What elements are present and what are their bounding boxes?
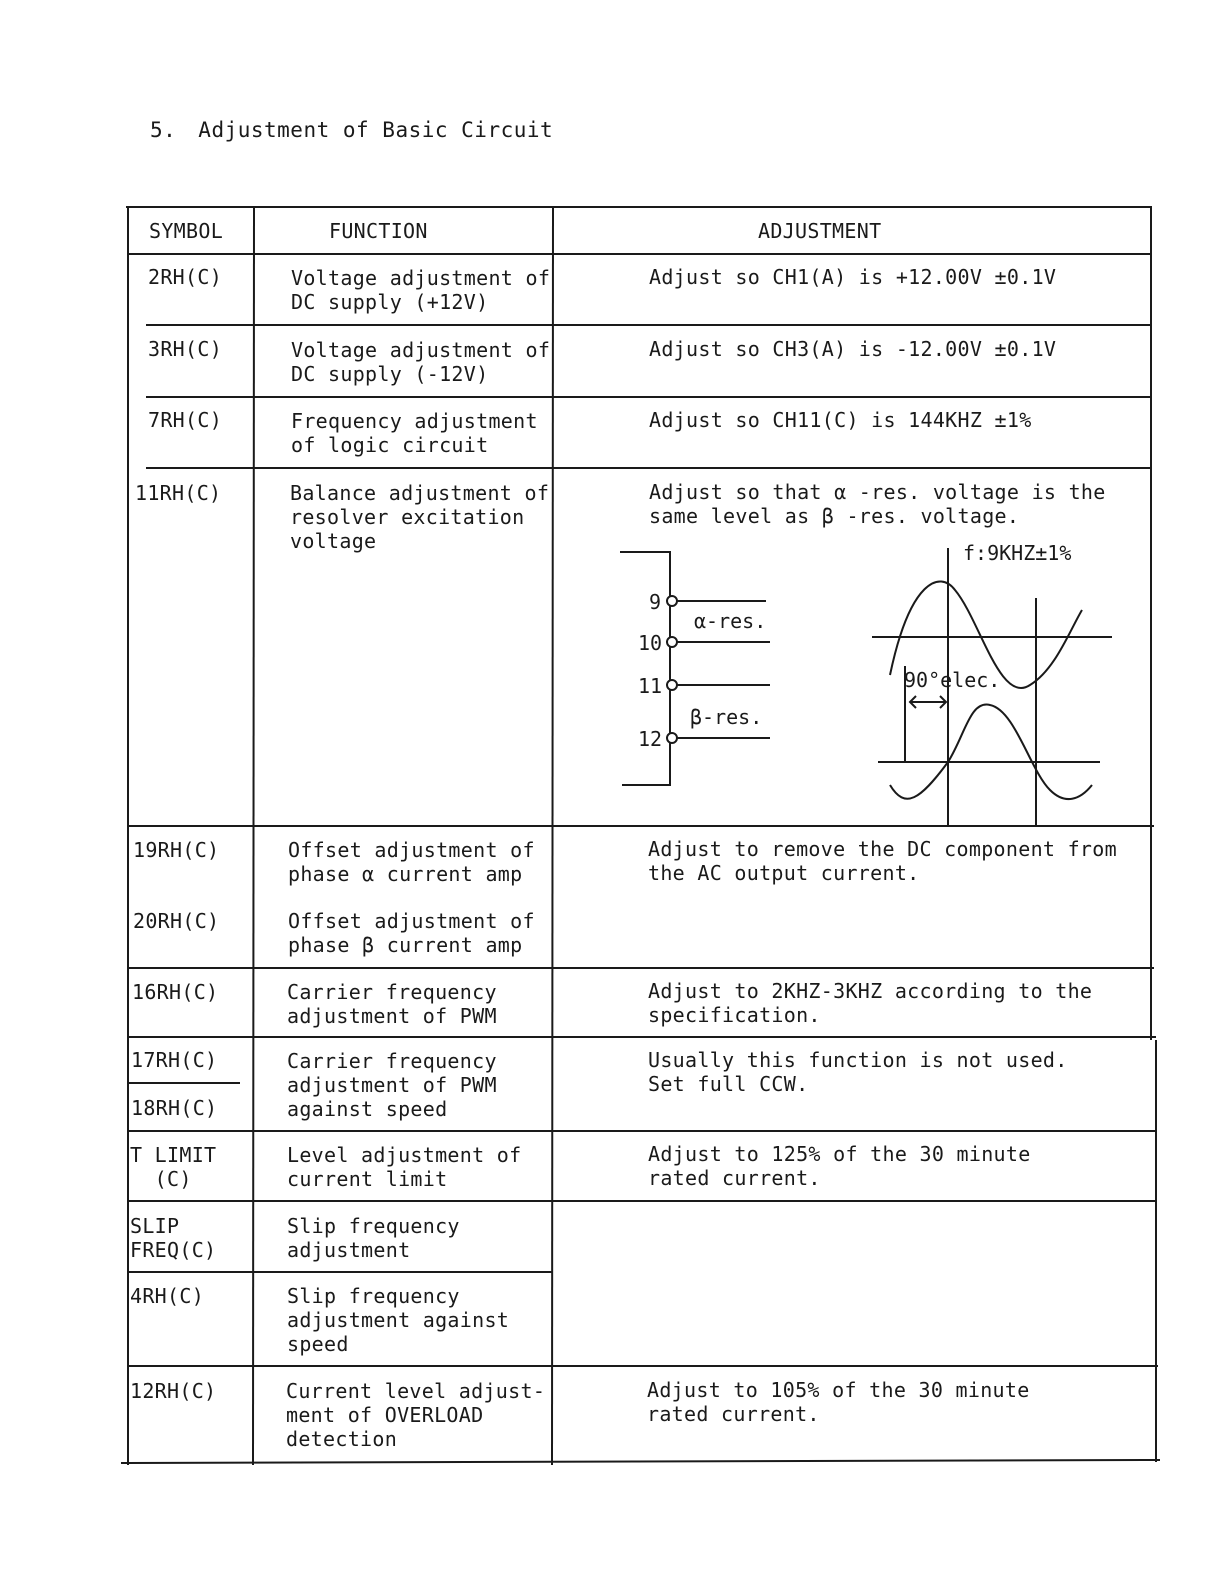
- table-row-symbol: 17RH(C): [131, 1048, 218, 1072]
- table-row-function: Voltage adjustment of DC supply (-12V): [291, 338, 551, 386]
- table-row-symbol: 11RH(C): [135, 481, 222, 505]
- table-row-symbol: 7RH(C): [148, 408, 223, 432]
- table-row-function: Level adjustment of current limit: [287, 1143, 522, 1191]
- table-row-symbol: SLIP FREQ(C): [130, 1214, 217, 1262]
- section-title: Adjustment of Basic Circuit: [198, 118, 554, 142]
- table-row-symbol: 18RH(C): [131, 1096, 218, 1120]
- table-row-adjustment: Adjust to 105% of the 30 minute rated current.: [647, 1378, 1030, 1426]
- table-row-symbol: 19RH(C): [133, 838, 220, 862]
- table-row-function: Balance adjustment of resolver excitation voltage: [290, 481, 550, 553]
- table-row-adjustment: Adjust to 125% of the 30 minute rated current.: [648, 1142, 1031, 1190]
- table-row-adjustment: Adjust to 2KHZ-3KHZ according to the specification.: [648, 979, 1093, 1027]
- table-row-function: Current level adjust- ment of OVERLOAD detection: [286, 1379, 546, 1451]
- header-symbol: SYMBOL: [149, 219, 224, 243]
- table-row-adjustment: Adjust so CH11(C) is 144KHZ ±1%: [649, 408, 1032, 432]
- table-row-function: Voltage adjustment of DC supply (+12V): [291, 266, 551, 314]
- table-row-adjustment: Adjust to remove the DC component from the AC output current.: [648, 837, 1117, 885]
- table-row-symbol: T LIMIT (C): [130, 1143, 217, 1191]
- table-row-adjustment: Adjust so CH3(A) is -12.00V ±0.1V: [649, 337, 1057, 361]
- table-row-function: Carrier frequency adjustment of PWM against speed: [287, 1049, 497, 1121]
- section-number: 5.: [150, 118, 177, 142]
- pin-label: 11: [638, 674, 663, 698]
- table-row-function: Carrier frequency adjustment of PWM: [287, 980, 497, 1028]
- table-row-adjustment: Usually this function is not used. Set full CCW.: [648, 1048, 1068, 1096]
- frequency-label: f:9KHZ±1%: [963, 541, 1072, 565]
- table-row-symbol: 12RH(C): [130, 1379, 217, 1403]
- table-row-symbol: 4RH(C): [130, 1284, 205, 1308]
- table-row-adjustment: Adjust so that α -res. voltage is the same level as β -res. voltage.: [649, 480, 1106, 528]
- header-function: FUNCTION: [329, 219, 428, 243]
- table-row-function: Slip frequency adjustment: [287, 1214, 460, 1262]
- alpha-res-label: α-res.: [694, 609, 767, 633]
- phase-shift-label: 90°elec.: [904, 668, 1001, 692]
- table-row-function: Offset adjustment of phase α current amp: [288, 838, 535, 886]
- pin-label: 12: [638, 727, 663, 751]
- table-row-symbol: 2RH(C): [148, 265, 223, 289]
- table-row-function: Slip frequency adjustment against speed: [287, 1284, 510, 1356]
- table-row-function: Frequency adjustment of logic circuit: [291, 409, 538, 457]
- resolver-waveform-diagram: [560, 540, 1140, 830]
- table-row-symbol: 3RH(C): [148, 337, 223, 361]
- pin-label: 9: [649, 590, 662, 614]
- pin-label: 10: [638, 631, 663, 655]
- table-row-symbol: 20RH(C): [133, 909, 220, 933]
- header-adjustment: ADJUSTMENT: [758, 219, 882, 243]
- table-row-symbol: 16RH(C): [132, 980, 219, 1004]
- table-row-function: Offset adjustment of phase β current amp: [288, 909, 535, 957]
- beta-res-label: β-res.: [690, 705, 763, 729]
- table-row-adjustment: Adjust so CH1(A) is +12.00V ±0.1V: [649, 265, 1057, 289]
